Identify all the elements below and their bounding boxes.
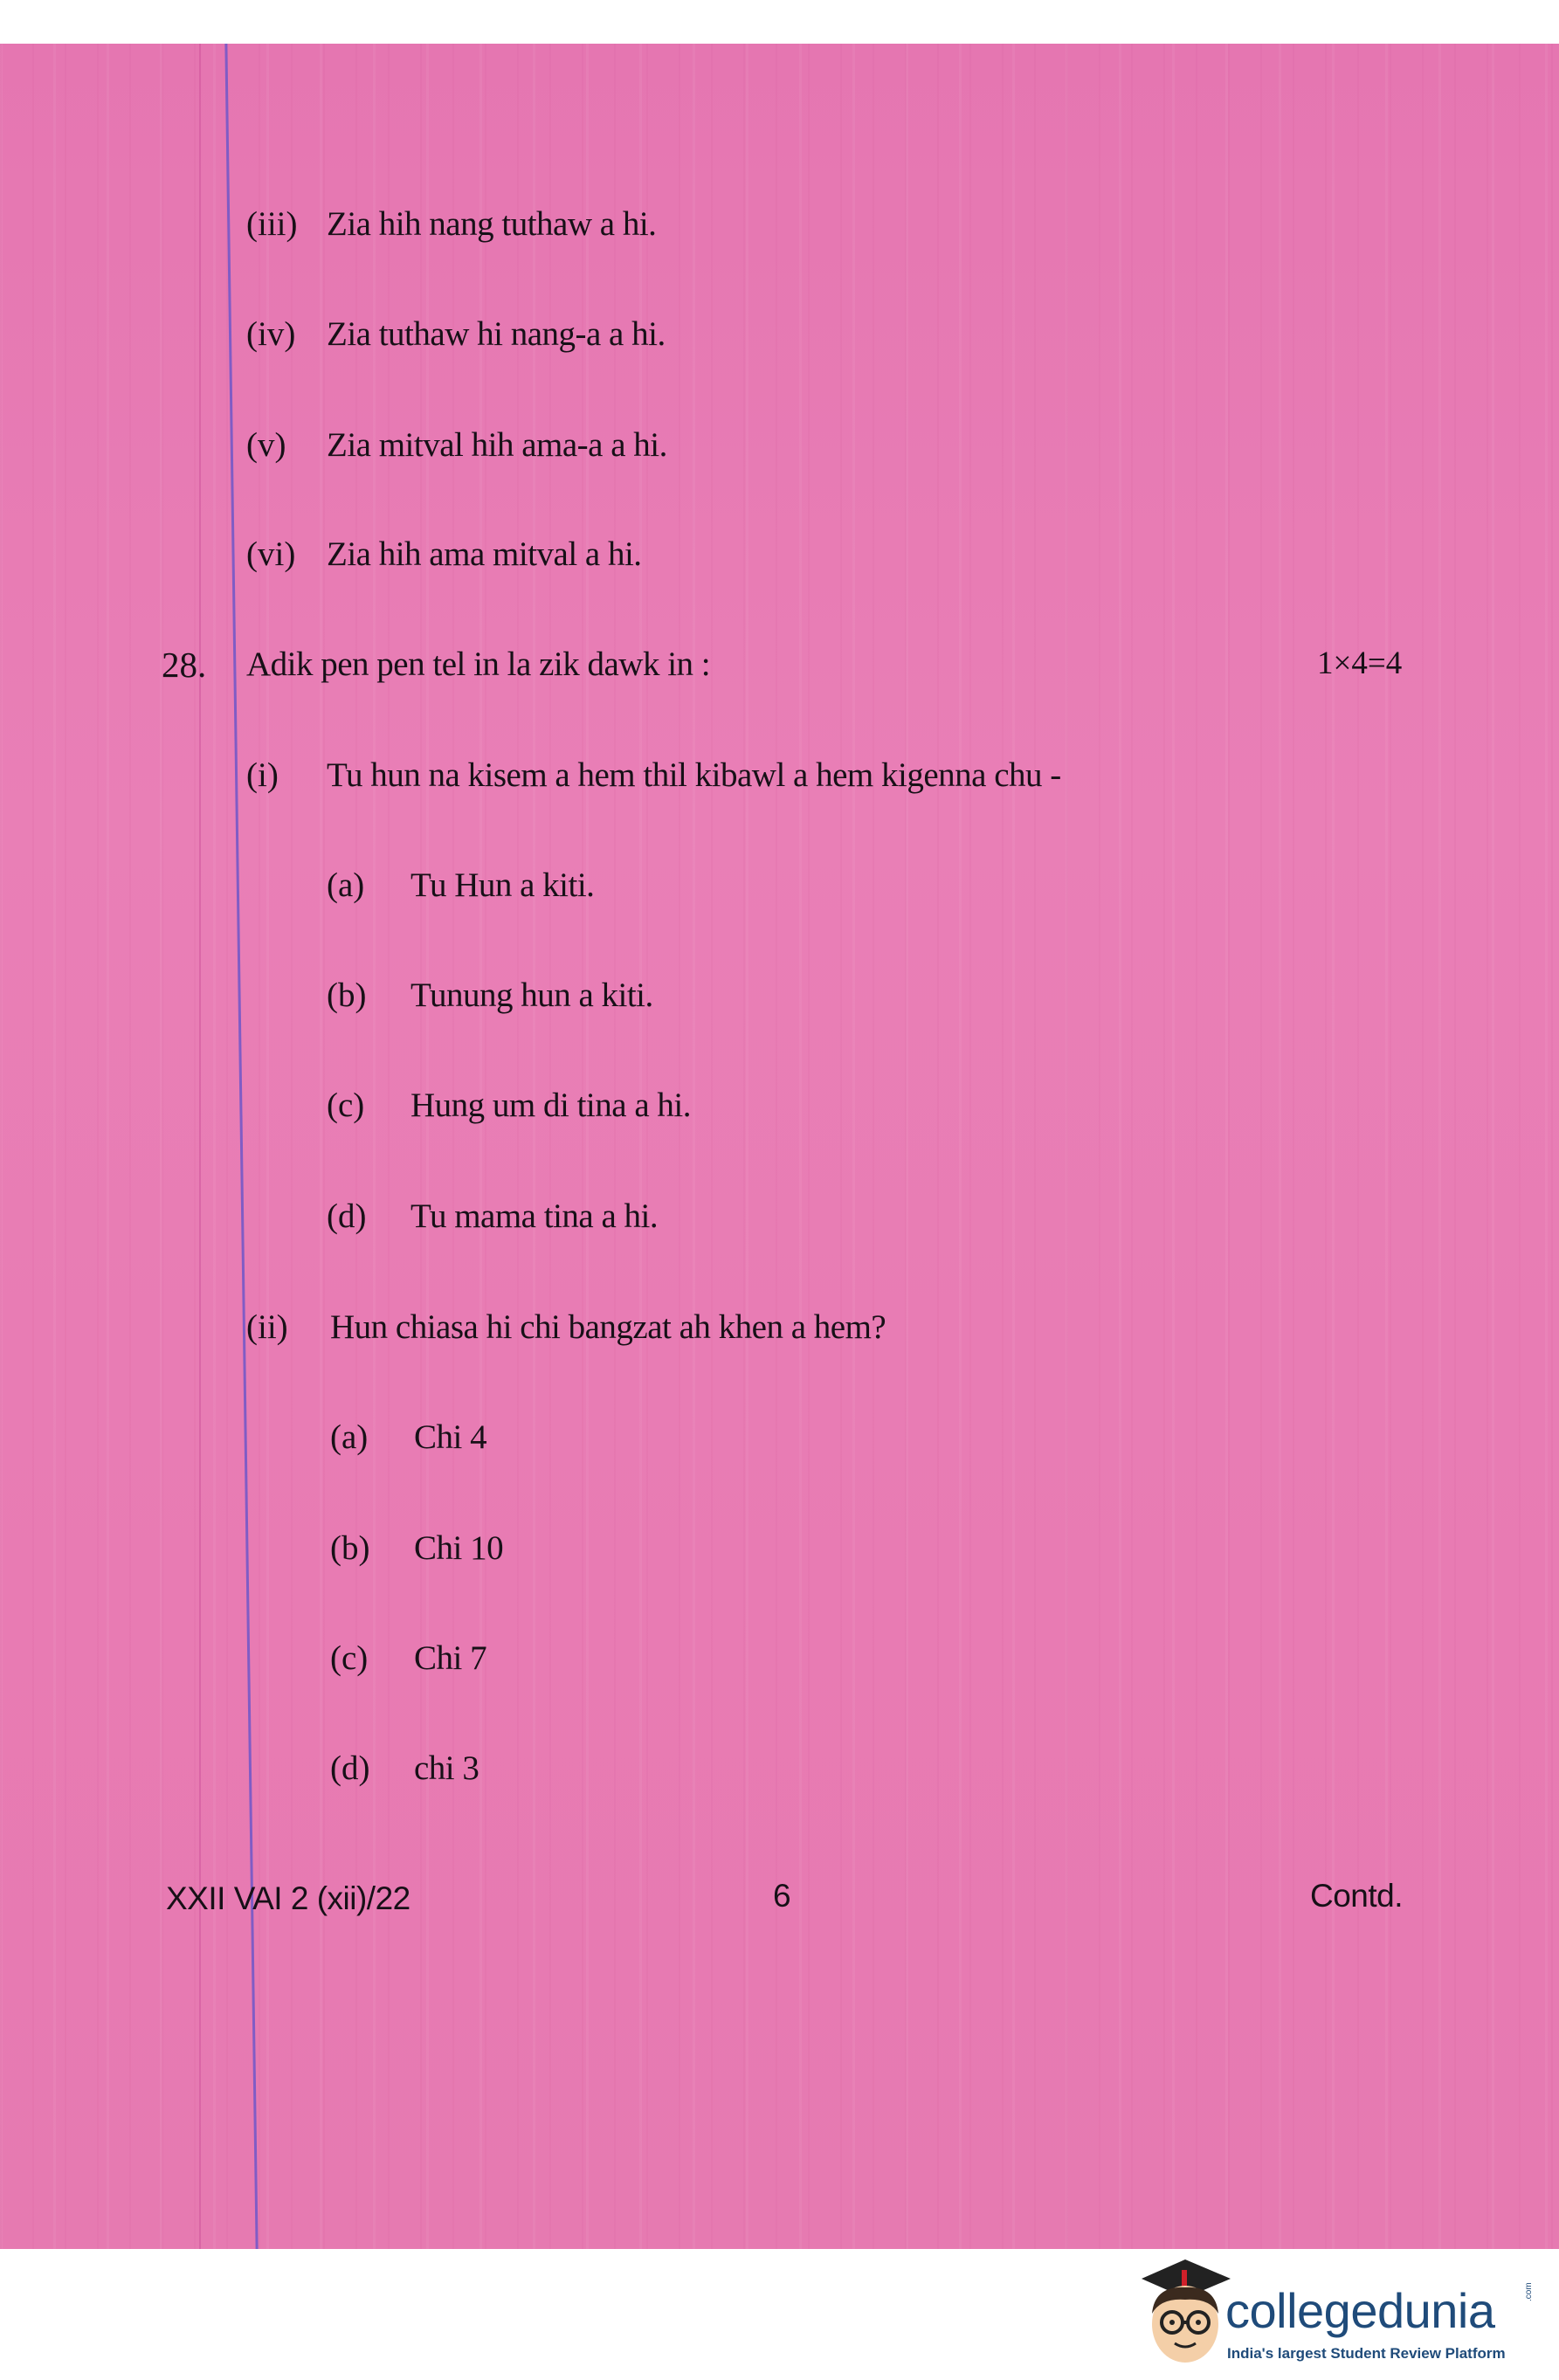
option-text: Tu mama tina a hi. bbox=[410, 1197, 659, 1235]
exam-page bbox=[0, 44, 1559, 2249]
question-text: Adik pen pen tel in la zik dawk in : bbox=[246, 645, 711, 683]
question-number: 28. bbox=[162, 645, 207, 685]
margin-line-faint bbox=[199, 44, 201, 2249]
brand-tagline: India's largest Student Review Platform bbox=[1227, 2345, 1506, 2362]
option-label: (c) bbox=[327, 1087, 365, 1124]
part-label: (i) bbox=[246, 756, 279, 794]
page-number: 6 bbox=[773, 1878, 791, 1914]
continued-label: Contd. bbox=[1310, 1878, 1404, 1914]
margin-line bbox=[224, 44, 258, 2249]
option-text: Tu Hun a kiti. bbox=[410, 866, 595, 904]
part-text: Tu hun na kisem a hem thil kibawl a hem kigenna chu - bbox=[327, 756, 1061, 794]
sub-item-label: (iii) bbox=[246, 205, 298, 243]
sub-item-label: (iv) bbox=[246, 315, 296, 353]
option-text: Chi 4 bbox=[414, 1418, 487, 1456]
option-label: (c) bbox=[330, 1639, 369, 1677]
brand-name: collegedunia bbox=[1225, 2283, 1495, 2338]
option-text: Tunung hun a kiti. bbox=[410, 976, 653, 1014]
question-marks: 1×4=4 bbox=[1317, 645, 1403, 681]
part-text: Hun chiasa hi chi bangzat ah khen a hem? bbox=[330, 1308, 886, 1346]
student-mascot-icon bbox=[1133, 2252, 1236, 2364]
brand-dotcom: .com bbox=[1524, 2282, 1534, 2301]
paper-code: XXII VAI 2 (xii)/22 bbox=[166, 1880, 410, 1916]
option-label: (d) bbox=[327, 1197, 367, 1235]
option-label: (b) bbox=[330, 1529, 370, 1567]
option-label: (a) bbox=[330, 1418, 369, 1456]
sub-item-text: Zia hih ama mitval a hi. bbox=[327, 535, 642, 573]
sub-item-text: Zia tuthaw hi nang-a a hi. bbox=[327, 315, 666, 353]
sub-item-label: (vi) bbox=[246, 535, 296, 573]
option-text: Chi 10 bbox=[414, 1529, 504, 1567]
sub-item-label: (v) bbox=[246, 426, 286, 464]
option-text: Chi 7 bbox=[414, 1639, 487, 1677]
option-label: (b) bbox=[327, 976, 367, 1014]
collegedunia-watermark bbox=[1114, 2249, 1559, 2380]
option-label: (d) bbox=[330, 1749, 370, 1787]
option-label: (a) bbox=[327, 866, 365, 904]
part-label: (ii) bbox=[246, 1308, 288, 1346]
option-text: Hung um di tina a hi. bbox=[410, 1087, 691, 1124]
sub-item-text: Zia hih nang tuthaw a hi. bbox=[327, 205, 657, 243]
sub-item-text: Zia mitval hih ama-a a hi. bbox=[327, 426, 667, 464]
option-text: chi 3 bbox=[414, 1749, 479, 1787]
